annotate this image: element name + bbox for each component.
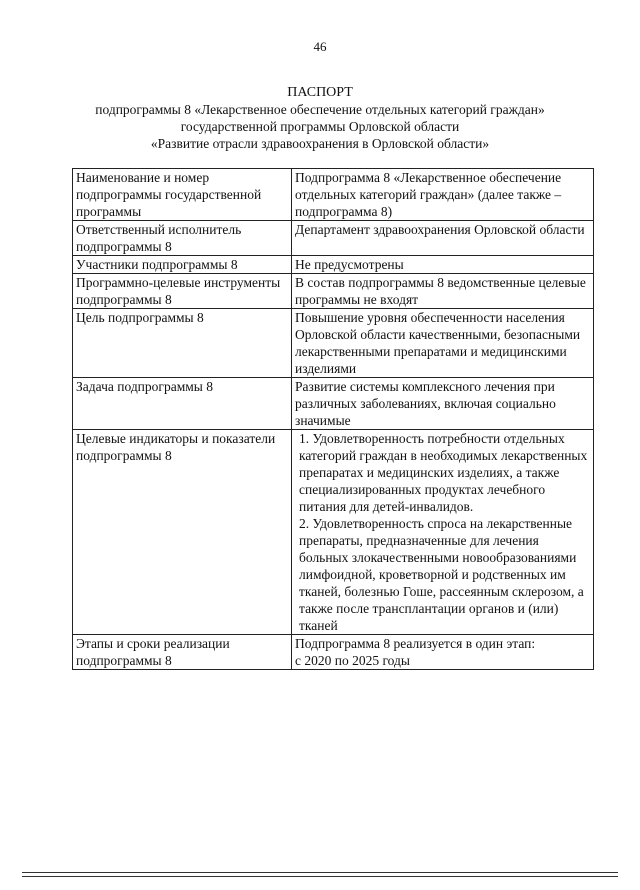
row-label-name: Наименование и номер подпрограммы государственной программы: [73, 169, 292, 221]
heading-subprogram-line: подпрограммы 8 «Лекарственное обеспечение отдельных категорий граждан»: [95, 102, 545, 117]
row-value-participants: Не предусмотрены: [292, 256, 594, 274]
row-value-name: Подпрограмма 8 «Лекарственное обеспечение отдельных категорий граждан» (далее также – подпрограмма 8): [292, 169, 594, 221]
row-value-executor: Департамент здравоохранения Орловской области: [292, 221, 594, 256]
page-number: 46: [313, 39, 327, 54]
row-label-indicators: Целевые индикаторы и показатели подпрограммы 8: [73, 430, 292, 635]
row-value-indicators: [292, 430, 594, 635]
table-row: [73, 169, 594, 221]
table-row: [73, 221, 594, 256]
heading-title: ПАСПОРТ: [287, 85, 353, 100]
heading-program-line: государственной программы Орловской области: [180, 119, 460, 134]
heading-program-name-line: «Развитие отрасли здравоохранения в Орловской области»: [150, 136, 490, 151]
stages-line-1: Подпрограмма 8 реализуется в один этап:: [295, 636, 536, 651]
table-row: [73, 256, 594, 274]
table-row: [73, 635, 594, 670]
row-label-stages: Этапы и сроки реализации подпрограммы 8: [73, 635, 292, 670]
row-value-instruments: В состав подпрограммы 8 ведомственные целевые программы не входят: [292, 274, 594, 309]
indicator-item-2: 2. Удовлетворенность спроса на лекарственные препараты, предназначенные для лечения больных злокачественными новообразованиями лимфоидной, кроветворной и родственных им тканей, болезнью Гоше, рассеянным склерозом, а также после трансплантации органов и (или) тканей: [299, 516, 584, 633]
row-label-goal: Цель подпрограммы 8: [73, 309, 292, 378]
row-label-instruments: Программно-целевые инструменты подпрограммы 8: [73, 274, 292, 309]
indicator-item-1: 1. Удовлетворенность потребности отдельных категорий граждан в необходимых лекарственных препаратах и медицинских изделиях, а также специализированных продуктах лечебного питания для детей-инвалидов.: [299, 431, 588, 514]
table-row: [73, 378, 594, 430]
row-label-participants: Участники подпрограммы 8: [73, 256, 292, 274]
bottom-divider-line-secondary: [22, 876, 618, 877]
row-value-goal: Повышение уровня обеспеченности населения Орловской области качественными, безопасными лекарственными препаратами и медицинскими изделиями: [292, 309, 594, 378]
row-value-stages: [292, 635, 594, 670]
passport-table: [72, 168, 594, 670]
stages-line-2: с 2020 по 2025 годы: [295, 653, 410, 668]
row-label-executor: Ответственный исполнитель подпрограммы 8: [73, 221, 292, 256]
table-row: [73, 309, 594, 378]
row-value-task: Развитие системы комплексного лечения при различных заболеваниях, включая социально значимые: [292, 378, 594, 430]
passport-heading: [60, 84, 580, 152]
table-row: [73, 430, 594, 635]
bottom-divider-line: [22, 872, 618, 873]
row-label-task: Задача подпрограммы 8: [73, 378, 292, 430]
table-row: [73, 274, 594, 309]
